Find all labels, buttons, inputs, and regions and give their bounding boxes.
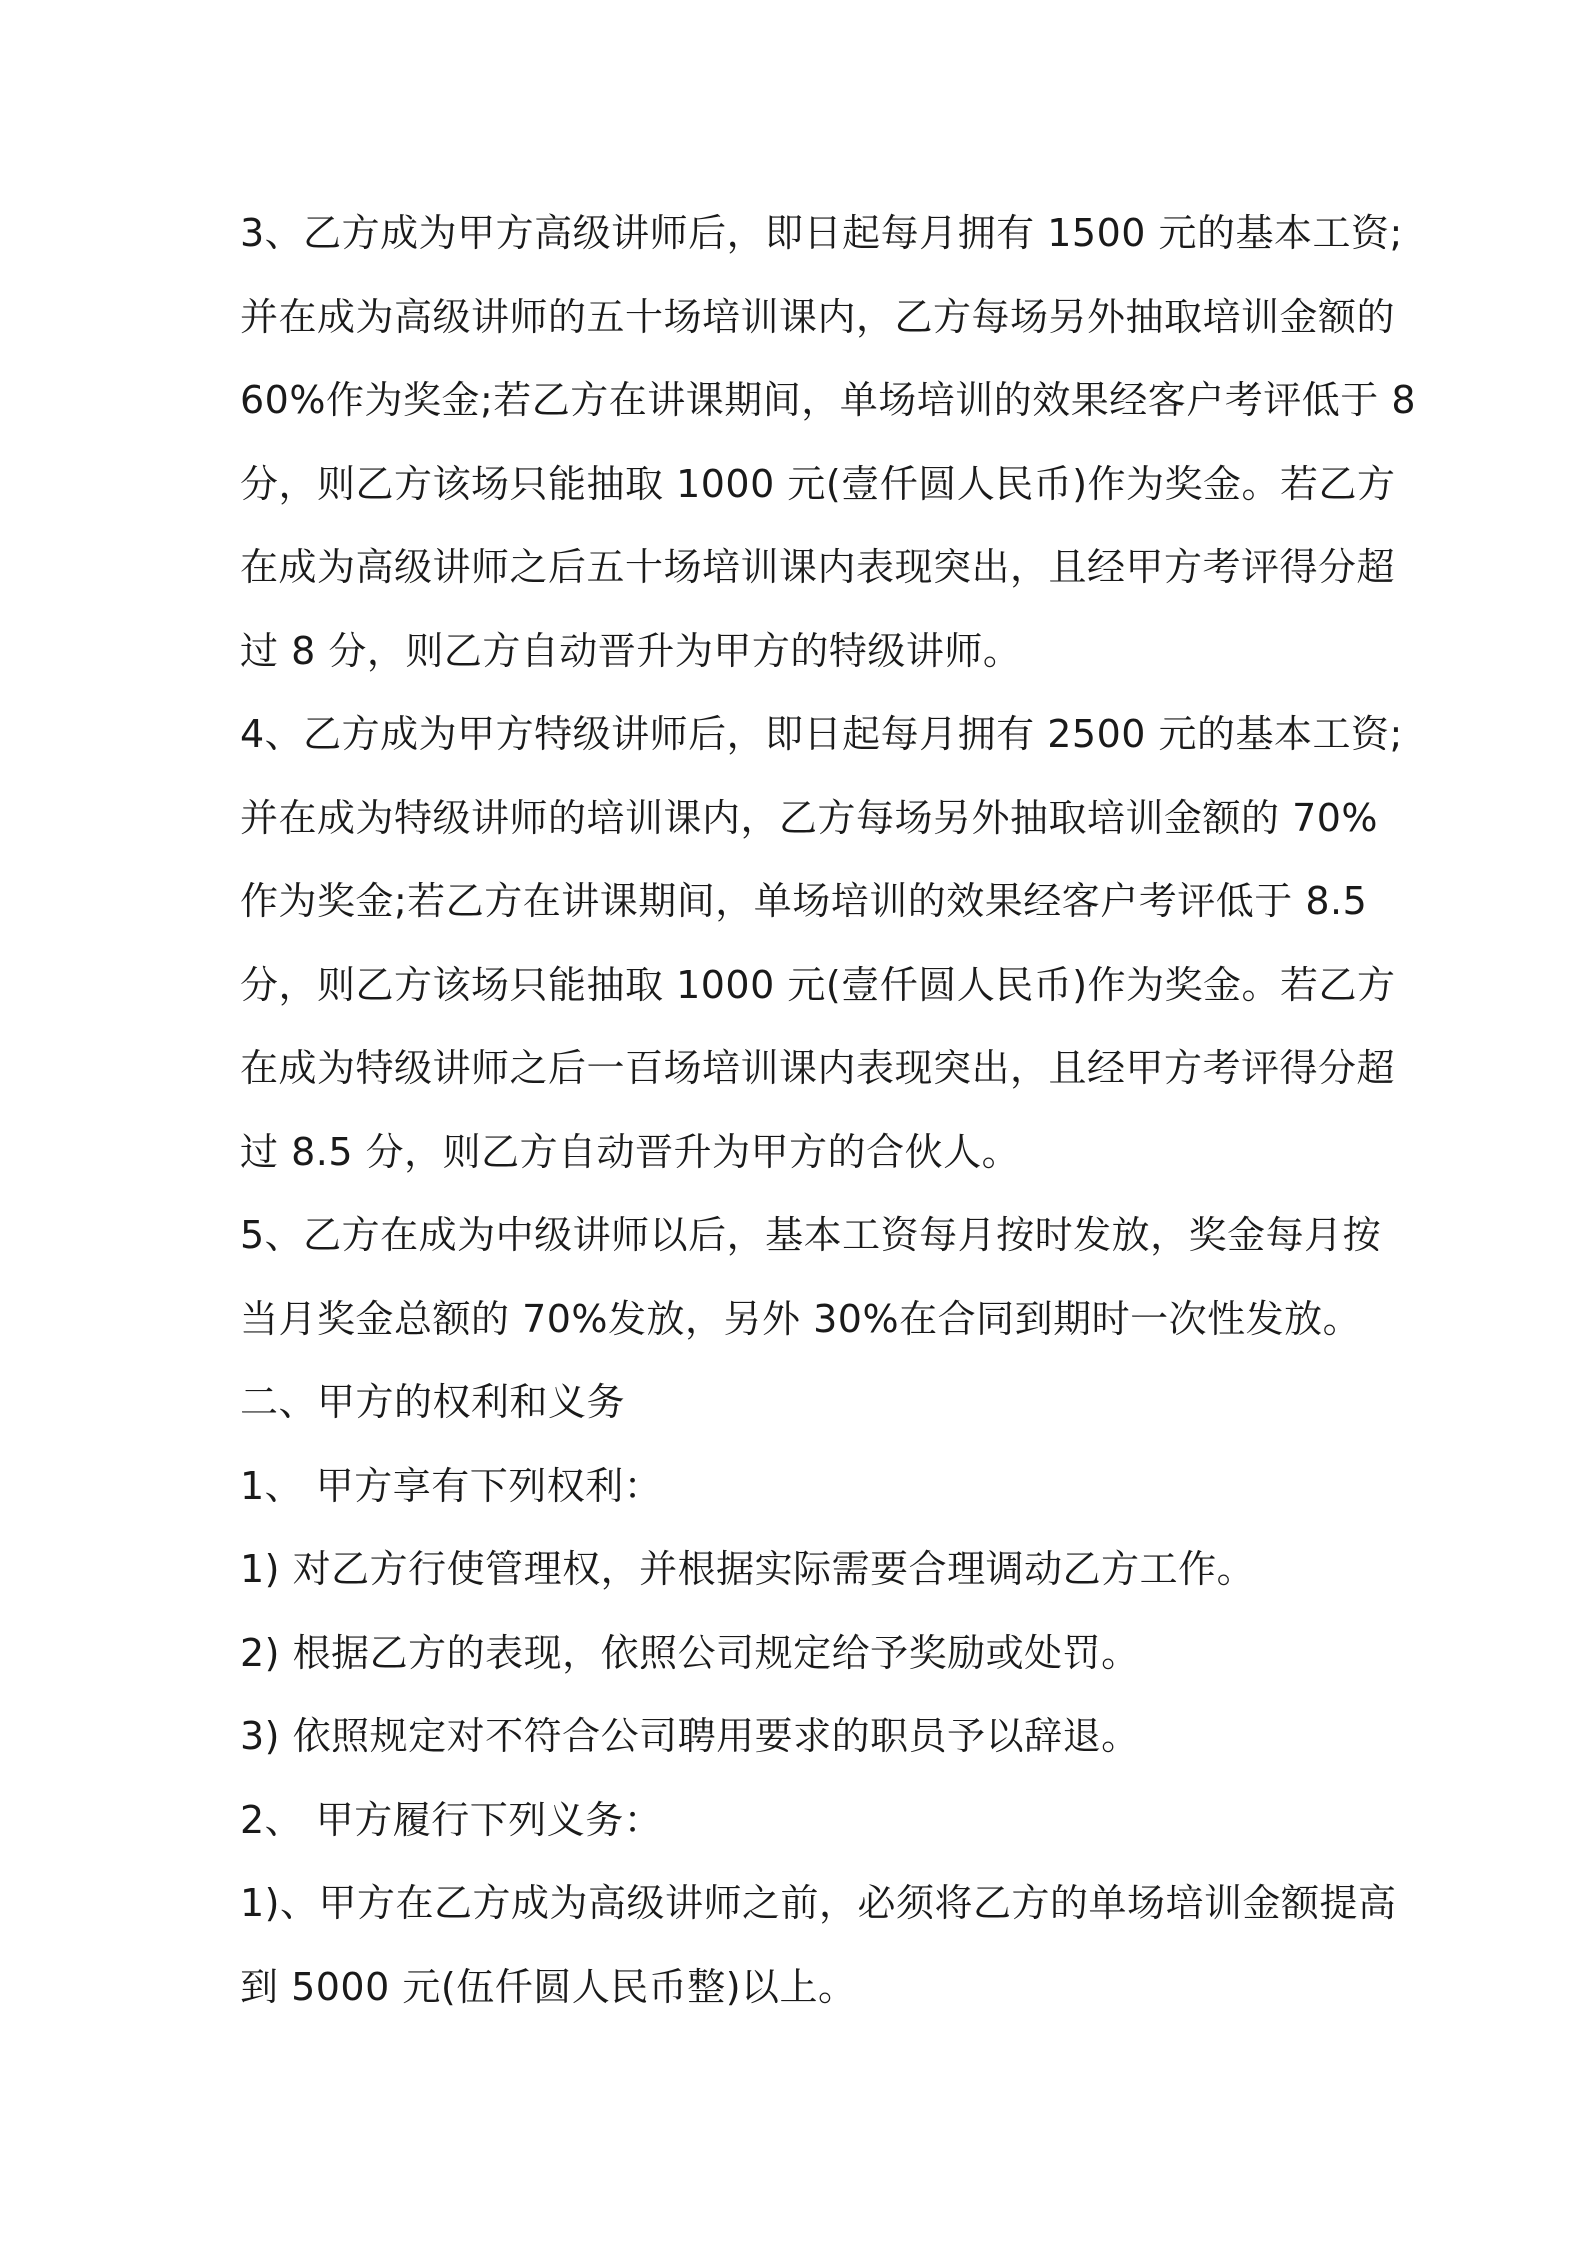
list-item: 3) 依照规定对不符合公司聘用要求的职员予以辞退。 [240,1714,1140,1758]
text-line: 过 8 分，则乙方自动晋升为甲方的特级讲师。 [240,628,1022,673]
section-heading: 二、甲方的权利和义务 [240,1380,626,1424]
document-body [240,192,1417,2029]
text-line: 当月奖金总额的 70%发放，另外 30%在合同到期时一次性发放。 [240,1296,1362,1341]
text-line: 并在成为高级讲师的五十场培训课内，乙方每场另外抽取培训金额的 [240,294,1396,339]
text-line: 作为奖金;若乙方在讲课期间，单场培训的效果经客户考评低于 8.5 [240,879,1368,923]
subsection-heading: 2、 甲方履行下列义务： [240,1797,663,1842]
subsection-heading: 1、 甲方享有下列权利： [240,1463,663,1508]
text-line: 在成为高级讲师之后五十场培训课内表现突出，且经甲方考评得分超 [240,545,1396,589]
text-line: 60%作为奖金;若乙方在讲课期间，单场培训的效果经客户考评低于 8 [240,378,1417,422]
text-line: 分，则乙方该场只能抽取 1000 元(壹仟圆人民币)作为奖金。若乙方 [240,461,1396,506]
list-item: 1)、甲方在乙方成为高级讲师之前，必须将乙方的单场培训金额提高 [240,1881,1397,1925]
text-line: 4、乙方成为甲方特级讲师后，即日起每月拥有 2500 元的基本工资; [240,712,1403,756]
text-line: 到 5000 元(伍仟圆人民币整)以上。 [240,1964,857,2009]
text-line: 5、乙方在成为中级讲师以后，基本工资每月按时发放，奖金每月按 [240,1213,1382,1257]
list-item: 2) 根据乙方的表现，依照公司规定给予奖励或处罚。 [240,1630,1140,1675]
list-item: 1) 对乙方行使管理权，并根据实际需要合理调动乙方工作。 [240,1547,1256,1591]
text-line: 并在成为特级讲师的培训课内，乙方每场另外抽取培训金额的 70% [240,795,1379,840]
text-line: 过 8.5 分，则乙方自动晋升为甲方的合伙人。 [240,1129,1021,1174]
text-line: 在成为特级讲师之后一百场培训课内表现突出，且经甲方考评得分超 [240,1046,1396,1090]
text-line: 分，则乙方该场只能抽取 1000 元(壹仟圆人民币)作为奖金。若乙方 [240,962,1396,1007]
text-line: 3、乙方成为甲方高级讲师后，即日起每月拥有 1500 元的基本工资; [240,211,1403,255]
